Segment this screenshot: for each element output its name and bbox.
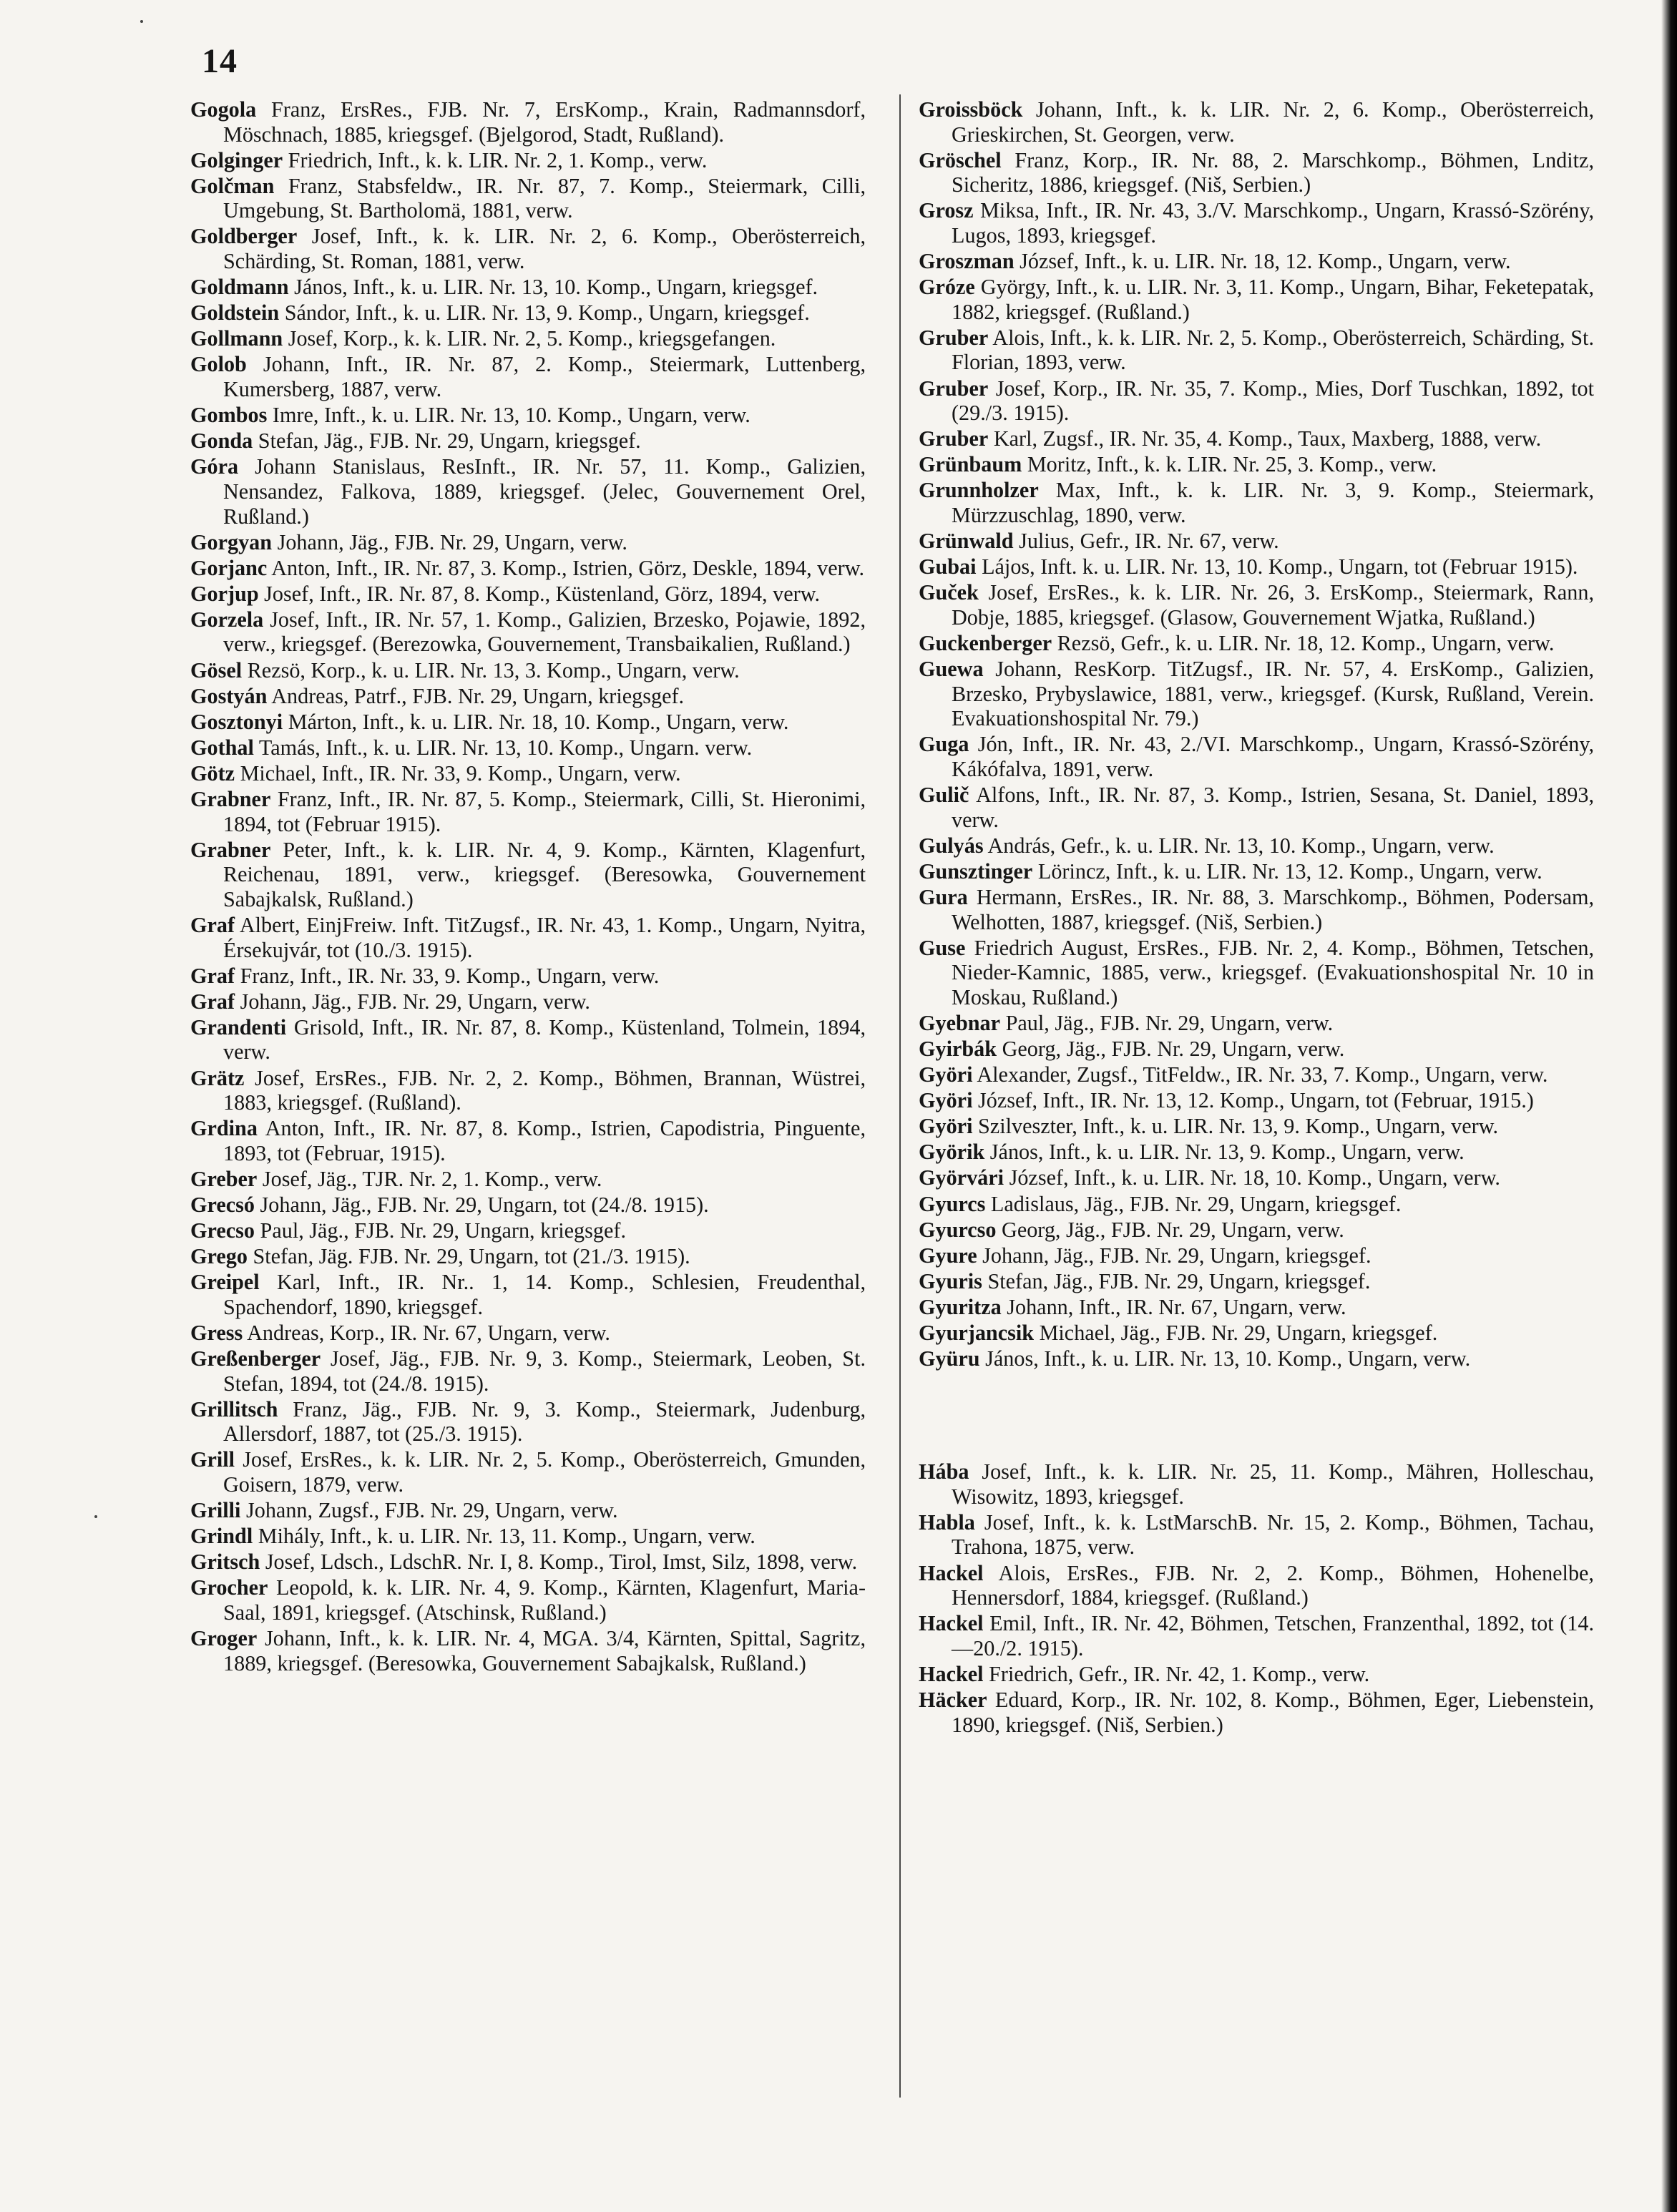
- name-entry: [190, 97, 866, 147]
- name-entry: [190, 1447, 866, 1497]
- name-entry: [190, 1193, 866, 1218]
- name-entry: [919, 1662, 1594, 1687]
- name-entry: [919, 1114, 1594, 1139]
- entry-surname: Greber: [190, 1166, 258, 1191]
- entry-surname: Gogola: [190, 97, 257, 122]
- entry-details: Lájos, Inft. k. u. LIR. Nr. 13, 10. Komp., Ungarn, tot (Februar 1915).: [982, 554, 1578, 579]
- entry-surname: Gruber: [919, 376, 989, 401]
- entry-surname: Grindl: [190, 1524, 253, 1549]
- entry-surname: Hába: [919, 1459, 969, 1484]
- name-entry: [919, 732, 1594, 781]
- name-entry: [190, 1015, 866, 1065]
- entry-details: Anton, Inft., IR. Nr. 87, 8. Komp., Istrien, Capodistria, Pinguente, 1893, tot (Februar, 1915).: [223, 1116, 866, 1165]
- entry-details: Johann, Jäg., FJB. Nr. 29, Ungarn, verw.: [277, 529, 627, 554]
- entry-surname: Gyüru: [919, 1346, 980, 1371]
- name-entry: [190, 1550, 866, 1575]
- entry-details: Paul, Jäg., FJB. Nr. 29, Ungarn, kriegsgef.: [260, 1218, 626, 1243]
- entry-details: Josef, ErsRes., FJB. Nr. 2, 2. Komp., Böhmen, Brannan, Wüstrei, 1883, kriegsgef. (Rußland).: [223, 1065, 866, 1115]
- entry-surname: Hackel: [919, 1560, 984, 1585]
- entry-details: János, Inft., k. u. LIR. Nr. 13, 10. Komp., Ungarn, kriegsgef.: [294, 275, 818, 300]
- entry-surname: Graf: [190, 963, 235, 988]
- column-divider: [899, 94, 901, 2098]
- entry-details: Georg, Jäg., FJB. Nr. 29, Ungarn, verw.: [1002, 1036, 1345, 1061]
- entry-surname: Golob: [190, 352, 247, 377]
- entry-details: Andreas, Korp., IR. Nr. 67, Ungarn, verw.: [247, 1321, 610, 1345]
- entry-surname: Gruber: [919, 426, 989, 451]
- entry-surname: Gubai: [919, 554, 977, 579]
- name-entry: [919, 885, 1594, 934]
- entry-surname: Gorjanc: [190, 555, 268, 580]
- entry-details: Friedrich August, ErsRes., FJB. Nr. 2, 4. Komp., Böhmen, Tetschen, Nieder-Kamnic, 1885, verw., kriegsgef. (Evakuationshospital Nr. 10 in Moskau, Rußland.): [952, 935, 1595, 1009]
- name-entry: [190, 326, 866, 351]
- entry-surname: Hackel: [919, 1611, 984, 1636]
- entry-details: Michael, Inft., IR. Nr. 33, 9. Komp., Ungarn, verw.: [240, 760, 681, 786]
- entry-surname: Grünwald: [919, 529, 1014, 554]
- name-entry: [190, 761, 866, 786]
- left-column: [190, 97, 866, 1677]
- entry-surname: Gulič: [919, 783, 969, 808]
- entry-details: József, Inft., IR. Nr. 13, 12. Komp., Ungarn, tot (Februar, 1915.): [978, 1088, 1534, 1113]
- entry-surname: Grilli: [190, 1498, 241, 1523]
- name-entry: [919, 1561, 1594, 1610]
- entry-details: Márton, Inft., k. u. LIR. Nr. 18, 10. Komp., Ungarn, verw.: [288, 709, 789, 734]
- entry-details: Stefan, Jäg. FJB. Nr. 29, Ungarn, tot (21./3. 1915).: [253, 1244, 690, 1269]
- entry-surname: Grecsó: [190, 1193, 255, 1218]
- name-entry: [919, 452, 1594, 477]
- entry-surname: Gyurcso: [919, 1217, 997, 1242]
- entry-details: Josef, Korp., k. k. LIR. Nr. 2, 5. Komp., kriegsgefangen.: [288, 326, 776, 351]
- entry-details: Johann, Jäg., FJB. Nr. 29, Ungarn, kriegsgef.: [982, 1243, 1372, 1268]
- entry-surname: Golčman: [190, 173, 275, 198]
- entry-surname: Gorgyan: [190, 529, 273, 554]
- name-entry: [919, 631, 1594, 656]
- entry-details: Josef, Ldsch., LdschR. Nr. I, 8. Komp., Tirol, Imst, Silz, 1898, verw.: [265, 1550, 858, 1575]
- entry-details: Stefan, Jäg., FJB. Nr. 29, Ungarn, kriegsgef.: [258, 429, 641, 454]
- entry-surname: Gunsztinger: [919, 858, 1033, 884]
- entry-surname: Graf: [190, 989, 235, 1014]
- entry-surname: Greßenberger: [190, 1346, 321, 1371]
- entry-surname: Guga: [919, 732, 969, 757]
- entry-details: Franz, Korp., IR. Nr. 88, 2. Marschkomp., Böhmen, Lnditz, Sicheritz, 1886, kriegsgef. (Niš, Serbien.): [952, 147, 1594, 197]
- name-entry: [190, 530, 866, 555]
- name-entry: [190, 300, 866, 326]
- entry-surname: Góra: [190, 454, 239, 479]
- entry-surname: Grego: [190, 1244, 248, 1269]
- name-entry: [190, 658, 866, 683]
- entry-surname: Grecso: [190, 1218, 255, 1243]
- entry-details: Tamás, Inft., k. u. LIR. Nr. 13, 10. Komp., Ungarn. verw.: [258, 735, 753, 760]
- name-entry: [190, 429, 866, 454]
- name-entry: [919, 936, 1594, 1010]
- name-entry: [919, 1688, 1594, 1737]
- entry-details: Karl, Zugsf., IR. Nr. 35, 4. Komp., Taux, Maxberg, 1888, verw.: [993, 426, 1542, 451]
- entry-surname: Grunnholzer: [919, 478, 1039, 503]
- entry-details: Josef, Inft., k. k. LIR. Nr. 25, 11. Komp., Mähren, Holleschau, Wisowitz, 1893, kriegsgef.: [952, 1459, 1595, 1509]
- name-entry: [919, 1218, 1594, 1243]
- name-entry: [190, 787, 866, 836]
- entry-details: Josef, ErsRes., k. k. LIR. Nr. 26, 3. ErsKomp., Steiermark, Rann, Dobje, 1885, kriegsgef. (Glasow, Gouvernement Wjatka, Rußland.): [952, 580, 1594, 630]
- entry-details: Andreas, Patrf., FJB. Nr. 29, Ungarn, kriegsgef.: [271, 683, 685, 708]
- entry-details: Anton, Inft., IR. Nr. 87, 3. Komp., Istrien, Görz, Deskle, 1894, verw.: [271, 555, 865, 580]
- entry-surname: Györi: [919, 1114, 973, 1139]
- name-entry: [190, 989, 866, 1014]
- entry-details: Friedrich, Gefr., IR. Nr. 42, 1. Komp., verw.: [989, 1661, 1370, 1686]
- name-entry: [190, 1116, 866, 1165]
- entry-surname: Györik: [919, 1140, 985, 1165]
- name-entry: [919, 657, 1594, 731]
- entry-details: Grisold, Inft., IR. Nr. 87, 8. Komp., Küstenland, Tolmein, 1894, verw.: [223, 1014, 866, 1065]
- name-entry: [919, 97, 1594, 147]
- entry-surname: Greipel: [190, 1270, 260, 1295]
- entry-details: Franz, Stabsfeldw., IR. Nr. 87, 7. Komp., Steiermark, Cilli, Umgebung, St. Bartholomä, 1881, verw.: [223, 173, 866, 223]
- entry-surname: Gonda: [190, 429, 253, 454]
- entry-surname: Grabner: [190, 787, 271, 812]
- entry-details: Josef, Jäg., TJR. Nr. 2, 1. Komp., verw.: [262, 1166, 602, 1191]
- entry-details: Johann, Jäg., FJB. Nr. 29, Ungarn, tot (24./8. 1915).: [260, 1193, 709, 1218]
- name-entry: [919, 249, 1594, 274]
- name-entry: [190, 684, 866, 709]
- entry-surname: Györi: [919, 1062, 973, 1087]
- entry-surname: Goldstein: [190, 300, 280, 326]
- entry-surname: Goldberger: [190, 224, 298, 249]
- name-entry: [919, 1295, 1594, 1320]
- entry-surname: Gollmann: [190, 326, 283, 351]
- name-entry: [919, 326, 1594, 375]
- name-entry: [190, 1218, 866, 1243]
- entry-details: Johann Stanislaus, ResInft., IR. Nr. 57, 11. Komp., Galizien, Nensandez, Falkova, 1889, kriegsgef. (Jelec, Gouvernement Orel, Rußland.): [223, 454, 866, 529]
- entry-surname: Gröschel: [919, 147, 1002, 172]
- entry-details: Albert, EinjFreiw. Inft. TitZugsf., IR. Nr. 43, 1. Komp., Ungarn, Nyitra, Érsekujvár, tot (10./3. 1915).: [223, 913, 866, 962]
- entry-surname: Gyurjancsik: [919, 1321, 1035, 1345]
- entry-details: Franz, Inft., IR. Nr. 33, 9. Komp., Ungarn, verw.: [240, 963, 660, 988]
- entry-details: Johann, Inft., IR. Nr. 87, 2. Komp., Steiermark, Luttenberg, Kumersberg, 1887, verw.: [223, 352, 866, 402]
- entry-surname: Gulyás: [919, 833, 984, 858]
- name-entry: [919, 1510, 1594, 1560]
- entry-surname: Gress: [190, 1321, 243, 1345]
- name-entry: [190, 224, 866, 273]
- entry-surname: Golginger: [190, 147, 283, 172]
- entry-details: Georg, Jäg., FJB. Nr. 29, Ungarn, verw.: [1002, 1217, 1344, 1242]
- entry-surname: Grdina: [190, 1116, 258, 1141]
- name-entry: [190, 174, 866, 223]
- scan-speck: [140, 20, 143, 23]
- name-entry: [190, 838, 866, 912]
- entry-surname: Gruber: [919, 325, 989, 350]
- entry-details: Peter, Inft., k. k. LIR. Nr. 4, 9. Komp., Kärnten, Klagenfurt, Reichenau, 1891, verw., kriegsgef. (Beresowka, Gouvernement Sabajkalsk, Rußland.): [223, 837, 866, 911]
- entry-surname: Gróze: [919, 275, 975, 300]
- entry-details: Johann, Inft., k. k. LIR. Nr. 2, 6. Komp., Oberösterreich, Grieskirchen, St. Georgen, verw.: [952, 97, 1595, 147]
- name-entry: [919, 783, 1594, 832]
- entry-details: Miksa, Inft., IR. Nr. 43, 3./V. Marschkomp., Ungarn, Krassó-Szörény, Lugos, 1893, kriegsgef.: [952, 198, 1595, 248]
- entry-details: Alexander, Zugsf., TitFeldw., IR. Nr. 33, 7. Komp., Ungarn, verw.: [977, 1062, 1548, 1087]
- right-column: [919, 97, 1594, 1738]
- entry-surname: Grünbaum: [919, 452, 1022, 477]
- name-entry: [190, 403, 866, 428]
- entry-details: György, Inft., k. u. LIR. Nr. 3, 11. Komp., Ungarn, Bihar, Feketepatak, 1882, kriegsgef. (Rußland.): [952, 275, 1594, 324]
- scan-speck: [94, 1515, 97, 1518]
- name-entry: [919, 478, 1594, 527]
- name-entry: [919, 1062, 1594, 1087]
- entry-details: Paul, Jäg., FJB. Nr. 29, Ungarn, verw.: [1005, 1010, 1334, 1035]
- name-entry: [190, 1270, 866, 1319]
- entry-details: Hermann, ErsRes., IR. Nr. 88, 3. Marschkomp., Böhmen, Podersam, Welhotten, 1887, kriegsgef. (Niš, Serbien.): [952, 884, 1594, 934]
- entry-surname: Gyirbák: [919, 1036, 997, 1061]
- entry-surname: Gosztonyi: [190, 709, 283, 734]
- entry-surname: Gothal: [190, 735, 254, 760]
- name-entry: [919, 426, 1594, 451]
- entry-details: Josef, Jäg., FJB. Nr. 9, 3. Komp., Steiermark, Leoben, St. Stefan, 1894, tot (24./8. 1915).: [223, 1346, 866, 1396]
- name-entry: [190, 582, 866, 607]
- entry-surname: Gritsch: [190, 1550, 260, 1575]
- name-entry: [190, 148, 866, 173]
- entry-surname: Götz: [190, 760, 235, 786]
- entry-details: Rezsö, Korp., k. u. LIR. Nr. 13, 3. Komp., Ungarn, verw.: [247, 657, 740, 682]
- name-entry: [919, 1165, 1594, 1190]
- name-entry: [190, 454, 866, 529]
- entry-details: Alois, ErsRes., FJB. Nr. 2, 2. Komp., Böhmen, Hohenelbe, Hennersdorf, 1884, kriegsgef. (Rußland.): [952, 1560, 1594, 1610]
- entry-surname: Grocher: [190, 1575, 268, 1600]
- entry-details: Friedrich, Inft., k. k. LIR. Nr. 2, 1. Komp., verw.: [288, 147, 708, 172]
- entry-details: Szilveszter, Inft., k. u. LIR. Nr. 13, 9. Komp., Ungarn, verw.: [978, 1114, 1499, 1139]
- entry-details: Josef, Inft., k. k. LIR. Nr. 2, 6. Komp., Oberösterreich, Schärding, St. Roman, 1881, verw.: [223, 224, 866, 274]
- entry-surname: Gyebnar: [919, 1010, 1001, 1035]
- entry-details: Lörincz, Inft., k. u. LIR. Nr. 13, 12. Komp., Ungarn, verw.: [1037, 858, 1542, 884]
- name-entry: [190, 964, 866, 989]
- entry-details: János, Inft., k. u. LIR. Nr. 13, 10. Komp., Ungarn, verw.: [985, 1346, 1471, 1371]
- entry-surname: Grosz: [919, 198, 974, 223]
- name-entry: [919, 1140, 1594, 1165]
- name-entry: [919, 859, 1594, 884]
- scan-edge-shadow: [1661, 0, 1677, 2212]
- entry-details: Josef, Korp., IR. Nr. 35, 7. Komp., Mies, Dorf Tuschkan, 1892, tot (29./3. 1915).: [952, 376, 1594, 426]
- right-column-g-entries: [919, 97, 1594, 1371]
- name-entry: [190, 735, 866, 760]
- entry-details: Josef, Inft., IR. Nr. 87, 8. Komp., Küstenland, Görz, 1894, verw.: [264, 581, 821, 606]
- name-entry: [190, 1575, 866, 1625]
- entry-surname: Hackel: [919, 1661, 984, 1686]
- entry-surname: Groissböck: [919, 97, 1023, 122]
- entry-surname: Grandenti: [190, 1014, 287, 1039]
- entry-details: Johann, ResKorp. TitZugsf., IR. Nr. 57, 4. ErsKomp., Galizien, Brzesko, Prybyslawice, 1881, verw., kriegsgef. (Kursk, Rußland, Verein. Evakuationshospital Nr. 79.): [952, 657, 1595, 731]
- entry-surname: Guček: [919, 580, 979, 605]
- entry-surname: Graf: [190, 913, 235, 937]
- entry-details: Johann, Jäg., FJB. Nr. 29, Ungarn, verw.: [240, 989, 590, 1014]
- name-entry: [919, 198, 1594, 248]
- name-entry: [919, 1037, 1594, 1062]
- entry-details: Franz, Inft., IR. Nr. 87, 5. Komp., Steiermark, Cilli, St. Hieronimi, 1894, tot (Februar 1915).: [223, 787, 866, 836]
- name-entry: [190, 710, 866, 735]
- name-entry: [919, 1611, 1594, 1660]
- entry-details: Johann, Zugsf., FJB. Nr. 29, Ungarn, verw.: [245, 1498, 618, 1523]
- entry-details: József, Inft., k. u. LIR. Nr. 18, 10. Komp., Ungarn, verw.: [1009, 1165, 1500, 1190]
- name-entry: [190, 607, 866, 657]
- entry-surname: Gorzela: [190, 607, 264, 632]
- entry-surname: Habla: [919, 1509, 975, 1535]
- name-entry: [919, 1192, 1594, 1217]
- name-entry: [190, 1524, 866, 1549]
- name-entry: [190, 1397, 866, 1447]
- entry-details: Franz, ErsRes., FJB. Nr. 7, ErsKomp., Krain, Radmannsdorf, Möschnach, 1885, kriegsgef. (Bjelgorod, Stadt, Rußland).: [223, 97, 866, 147]
- entry-surname: Gyuritza: [919, 1294, 1002, 1319]
- name-entry: [919, 529, 1594, 554]
- entry-surname: Gyuris: [919, 1268, 982, 1293]
- entry-surname: Grillitsch: [190, 1396, 278, 1421]
- name-entry: [919, 1088, 1594, 1113]
- name-entry: [190, 275, 866, 300]
- entry-details: Alfons, Inft., IR. Nr. 87, 3. Komp., Istrien, Sesana, St. Daniel, 1893, verw.: [952, 783, 1594, 832]
- entry-surname: Györvári: [919, 1165, 1004, 1190]
- name-entry: [190, 1066, 866, 1115]
- entry-details: Rezsö, Gefr., k. u. LIR. Nr. 18, 12. Komp., Ungarn, verw.: [1057, 630, 1555, 655]
- name-entry: [190, 352, 866, 401]
- entry-surname: Györi: [919, 1088, 973, 1113]
- name-entry: [919, 554, 1594, 579]
- entry-details: Johann, Inft., k. k. LIR. Nr. 4, MGA. 3/4, Kärnten, Spittal, Sagritz, 1889, kriegsgef. (Beresowka, Gouvernement Sabajkalsk, Rußland.): [223, 1626, 866, 1675]
- entry-surname: Guse: [919, 935, 966, 960]
- entry-details: Mihály, Inft., k. u. LIR. Nr. 13, 11. Komp., Ungarn, verw.: [258, 1524, 756, 1549]
- name-entry: [190, 1167, 866, 1192]
- name-entry: [919, 1459, 1594, 1509]
- entry-details: András, Gefr., k. u. LIR. Nr. 13, 10. Komp., Ungarn, verw.: [987, 833, 1495, 858]
- entry-details: Josef, ErsRes., k. k. LIR. Nr. 2, 5. Komp., Oberösterreich, Gmunden, Goisern, 1879, verw.: [223, 1447, 866, 1497]
- entry-surname: Gombos: [190, 403, 268, 428]
- name-entry: [919, 580, 1594, 630]
- section-gap: [919, 1372, 1594, 1459]
- entry-details: Leopold, k. k. LIR. Nr. 4, 9. Komp., Kärnten, Klagenfurt, Maria-Saal, 1891, kriegsgef. (Atschinsk, Rußland.): [223, 1575, 866, 1625]
- entry-surname: Grätz: [190, 1065, 245, 1090]
- entry-details: Max, Inft., k. k. LIR. Nr. 3, 9. Komp., Steiermark, Mürzzuschlag, 1890, verw.: [952, 478, 1594, 527]
- entry-details: Michael, Jäg., FJB. Nr. 29, Ungarn, kriegsgef.: [1039, 1321, 1438, 1345]
- name-entry: [190, 1244, 866, 1269]
- name-entry: [190, 1346, 866, 1396]
- entry-details: Johann, Inft., IR. Nr. 67, Ungarn, verw.: [1007, 1294, 1346, 1319]
- entry-details: Stefan, Jäg., FJB. Nr. 29, Ungarn, kriegsgef.: [987, 1268, 1371, 1293]
- entry-details: Ladislaus, Jäg., FJB. Nr. 29, Ungarn, kriegsgef.: [990, 1191, 1402, 1216]
- entry-surname: Grill: [190, 1447, 235, 1472]
- name-entry: [919, 1346, 1594, 1371]
- entry-surname: Groger: [190, 1626, 258, 1651]
- entry-details: Moritz, Inft., k. k. LIR. Nr. 25, 3. Komp., verw.: [1027, 452, 1437, 477]
- entry-surname: Groszman: [919, 249, 1014, 274]
- entry-details: Eduard, Korp., IR. Nr. 102, 8. Komp., Böhmen, Eger, Liebenstein, 1890, kriegsgef. (Niš, Serbien.): [952, 1688, 1595, 1737]
- name-entry: [919, 1011, 1594, 1036]
- entry-details: Jón, Inft., IR. Nr. 43, 2./VI. Marschkomp., Ungarn, Krassó-Szörény, Kákófalva, 1891, verw.: [952, 732, 1594, 781]
- entry-surname: Gösel: [190, 657, 243, 682]
- entry-surname: Guewa: [919, 657, 984, 682]
- entry-details: Sándor, Inft., k. u. LIR. Nr. 13, 9. Komp., Ungarn, kriegsgef.: [284, 300, 810, 326]
- entry-surname: Gura: [919, 884, 968, 909]
- entry-details: János, Inft., k. u. LIR. Nr. 13, 9. Komp., Ungarn, verw.: [989, 1140, 1465, 1165]
- entry-details: Karl, Inft., IR. Nr.. 1, 14. Komp., Schlesien, Freudenthal, Spachendorf, 1890, kriegsgef.: [223, 1270, 866, 1319]
- name-entry: [190, 1321, 866, 1346]
- entry-surname: Goldmann: [190, 275, 289, 300]
- entry-details: Josef, Inft., IR. Nr. 57, 1. Komp., Galizien, Brzesko, Pojawie, 1892, verw., kriegsgef. (Berezowka, Gouvernement, Transbaikalien, Rußland.): [223, 607, 866, 657]
- entry-details: Alois, Inft., k. k. LIR. Nr. 2, 5. Komp., Oberösterreich, Schärding, St. Florian, 1893, verw.: [952, 325, 1594, 375]
- name-entry: [190, 1626, 866, 1675]
- name-entry: [919, 833, 1594, 858]
- name-entry: [919, 1269, 1594, 1294]
- entry-surname: Gorjup: [190, 581, 259, 606]
- entry-details: Josef, Inft., k. k. LstMarschB. Nr. 15, 2. Komp., Böhmen, Tachau, Trahona, 1875, verw.: [952, 1509, 1594, 1560]
- entry-surname: Gyurcs: [919, 1191, 986, 1216]
- entry-surname: Grabner: [190, 837, 271, 862]
- name-entry: [919, 1243, 1594, 1268]
- name-entry: [190, 1498, 866, 1523]
- name-entry: [919, 1321, 1594, 1346]
- page-number: 14: [202, 42, 238, 80]
- entry-details: József, Inft., k. u. LIR. Nr. 18, 12. Komp., Ungarn, verw.: [1020, 249, 1511, 274]
- name-entry: [190, 913, 866, 962]
- entry-details: Franz, Jäg., FJB. Nr. 9, 3. Komp., Steiermark, Judenburg, Allersdorf, 1887, tot (25./3. 1915).: [223, 1396, 866, 1447]
- entry-details: Emil, Inft., IR. Nr. 42, Böhmen, Tetschen, Franzenthal, 1892, tot (14.—20./2. 1915).: [952, 1611, 1594, 1660]
- entry-details: Julius, Gefr., IR. Nr. 67, verw.: [1019, 529, 1279, 554]
- entry-surname: Gostyán: [190, 683, 268, 708]
- name-entry: [919, 376, 1594, 426]
- entry-surname: Guckenberger: [919, 630, 1052, 655]
- entry-surname: Gyure: [919, 1243, 977, 1268]
- entry-details: Imre, Inft., k. u. LIR. Nr. 13, 10. Komp., Ungarn, verw.: [272, 403, 751, 428]
- name-entry: [190, 556, 866, 581]
- right-column-h-entries: [919, 1459, 1594, 1737]
- name-entry: [919, 148, 1594, 197]
- name-entry: [919, 275, 1594, 324]
- entry-surname: Häcker: [919, 1688, 987, 1713]
